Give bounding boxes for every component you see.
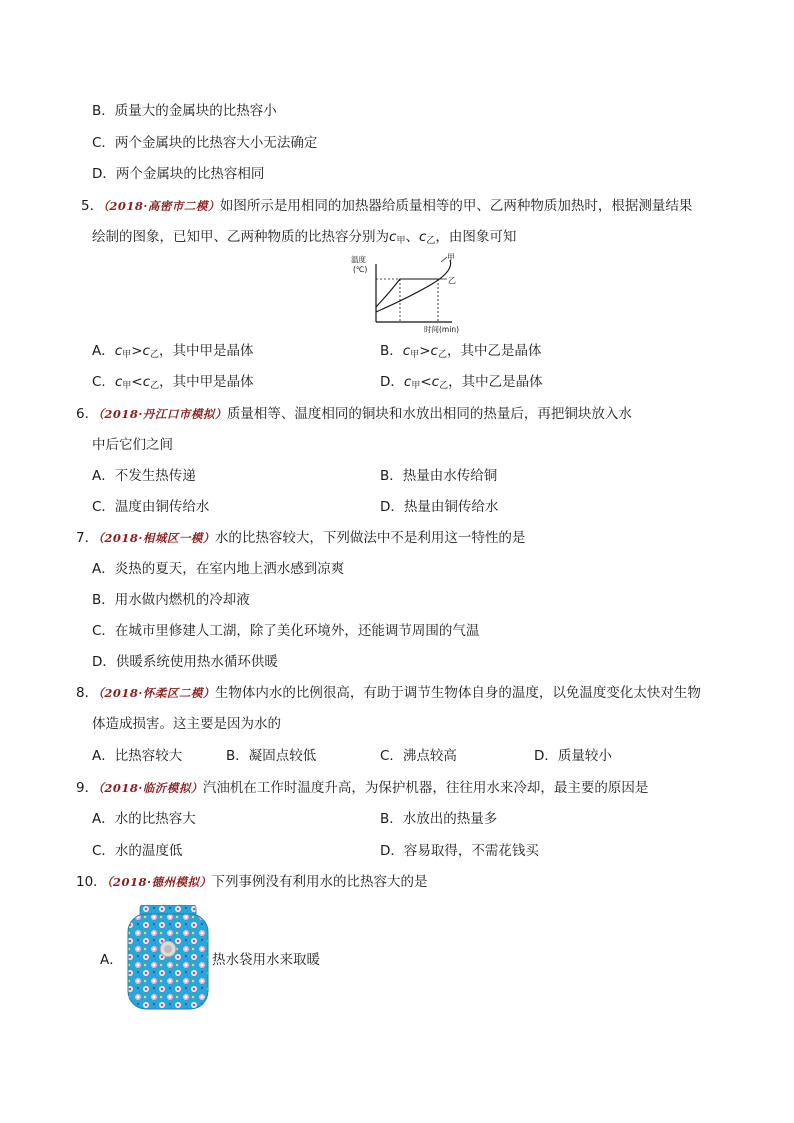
relation: <: [420, 374, 432, 390]
question-source: （2018·高密市二模）: [103, 199, 220, 213]
q7-option-a: A．炎热的夏天，在室内地上洒水感到凉爽: [92, 561, 345, 577]
q5-stem-line1: [81, 196, 692, 216]
option-text: ，其中乙是晶体: [448, 374, 543, 390]
symbol-c: c: [114, 374, 123, 390]
q8-option-b: B．凝固点较低: [226, 748, 317, 764]
q8-stem-line1: [76, 683, 701, 703]
symbol-c: c: [389, 229, 397, 245]
hot-water-bag-image: [126, 905, 210, 1011]
question-text: 下列事例没有利用水的比热容大的是: [211, 874, 428, 890]
q8-option-d: D．质量较小: [534, 748, 612, 764]
q6-option-a: A．不发生热传递: [92, 468, 196, 484]
subscript: 乙: [149, 350, 159, 360]
subscript: 乙: [426, 236, 436, 246]
question-number: 6．: [76, 406, 99, 422]
q6-option-c: C．温度由铜传给水: [92, 499, 210, 515]
question-text: 水的比热容较大，下列做法中不是利用这一特性的是: [214, 530, 526, 546]
q8-stem-line2: 体造成损害。这主要是因为水的: [92, 716, 281, 732]
question-number: 5．: [81, 198, 104, 214]
question-number: 9．: [76, 780, 99, 796]
q9-option-a: A．水的比热容大: [92, 811, 196, 827]
q7-option-c: C．在城市里修建人工湖，除了美化环境外，还能调节周围的气温: [92, 623, 480, 639]
q9-option-b: B．水放出的热量多: [380, 811, 498, 827]
option-letter: D．: [380, 374, 404, 390]
question-source: （2018·丹江口市模拟）: [98, 407, 227, 421]
temperature-time-graph: [350, 252, 465, 334]
relation: <: [131, 374, 143, 390]
q4-option-c: C．两个金属块的比热容大小无法确定: [92, 135, 318, 151]
q5-stem-line2: [92, 227, 516, 251]
question-number: 7．: [76, 530, 99, 546]
subscript: 甲: [122, 381, 132, 391]
q9-stem: [76, 778, 648, 798]
subscript: 甲: [410, 350, 420, 360]
question-source: （2018·相城区一模）: [98, 531, 215, 545]
question-number: 10．: [76, 874, 107, 890]
q7-stem: [76, 528, 525, 548]
bag-body: [128, 914, 208, 1009]
option-text: ，其中甲是晶体: [159, 374, 254, 390]
question-source: （2018·怀柔区二模）: [98, 686, 215, 700]
symbol-c: c: [402, 343, 411, 359]
subscript: 甲: [411, 381, 421, 391]
symbol-c: c: [142, 343, 150, 359]
q5-option-a: [92, 341, 253, 365]
symbol-c: c: [142, 374, 151, 390]
q5-option-b: [380, 341, 541, 365]
y-axis-label: 温度: [351, 255, 366, 264]
question-number: 8．: [76, 685, 99, 701]
y-axis-unit: (℃): [353, 265, 368, 274]
q5-option-c: [92, 372, 254, 396]
q6-option-b: B．热量由水传给铜: [380, 468, 498, 484]
relation: >: [419, 343, 431, 359]
symbol-c: c: [114, 343, 123, 359]
question-text: 绘制的图象，已知甲、乙两种物质的比热容分别为: [92, 229, 389, 245]
q8-option-a: A．比热容较大: [92, 748, 183, 764]
relation: >: [131, 343, 143, 359]
q10-option-a-letter: A．: [100, 952, 123, 968]
option-text: ，其中甲是晶体: [158, 343, 254, 359]
subscript: 甲: [122, 350, 132, 360]
option-letter: B．: [380, 343, 403, 359]
q4-option-b: B．质量大的金属块的比热容小: [92, 103, 277, 119]
curve-jia: [376, 260, 451, 312]
symbol-c: c: [403, 374, 412, 390]
symbol-c: c: [431, 374, 440, 390]
subscript: 乙: [437, 350, 447, 360]
bag-cap-center: [164, 945, 172, 953]
q10-stem: [76, 872, 427, 892]
question-source: （2018·临沂模拟）: [98, 781, 203, 795]
question-text: 如图所示是用相同的加热器给质量相等的甲、乙两种物质加热时，根据测量结果: [219, 198, 693, 214]
separator: 、: [405, 229, 419, 245]
question-text: 生物体内水的比例很高，有助于调节生物体自身的温度，以免温度变化太快对生物: [214, 685, 701, 701]
option-letter: C．: [92, 374, 115, 390]
option-letter: A．: [92, 343, 115, 359]
q9-option-d: D．容易取得，不需花钱买: [380, 843, 539, 859]
question-text: ，由图象可知: [435, 229, 517, 245]
symbol-c: c: [418, 229, 427, 245]
q10-option-a-text: 热水袋用水来取暖: [212, 952, 320, 968]
q8-option-c: C．沸点较高: [380, 748, 457, 764]
subscript: 乙: [150, 381, 160, 391]
q9-option-c: C．水的温度低: [92, 843, 183, 859]
curve-yi: [376, 279, 438, 307]
x-axis-label: 时间(min): [424, 325, 459, 334]
q5-option-d: [380, 372, 543, 396]
subscript: 甲: [396, 236, 406, 246]
option-text: ，其中乙是晶体: [446, 343, 542, 359]
question-source: （2018·德州模拟）: [106, 875, 212, 889]
q6-option-d: D．热量由铜传给水: [380, 499, 499, 515]
question-text: 质量相等、温度相同的铜块和水放出相同的热量后，再把铜块放入水: [226, 406, 632, 422]
q7-option-d: D．供暖系统使用热水循环供暖: [92, 654, 278, 670]
subscript: 乙: [439, 381, 449, 391]
symbol-c: c: [430, 343, 438, 359]
question-text: 汽油机在工作时温度升高，为保护机器，往往用水来冷却，最主要的原因是: [202, 780, 649, 796]
q4-option-d: D．两个金属块的比热容相同: [92, 166, 265, 182]
series-label-jia: 甲: [447, 253, 455, 262]
q6-stem-line1: [76, 404, 632, 424]
series-label-yi: 乙: [448, 276, 456, 285]
q6-stem-line2: 中后它们之间: [92, 437, 173, 453]
q7-option-b: B．用水做内燃机的冷却液: [92, 592, 250, 608]
